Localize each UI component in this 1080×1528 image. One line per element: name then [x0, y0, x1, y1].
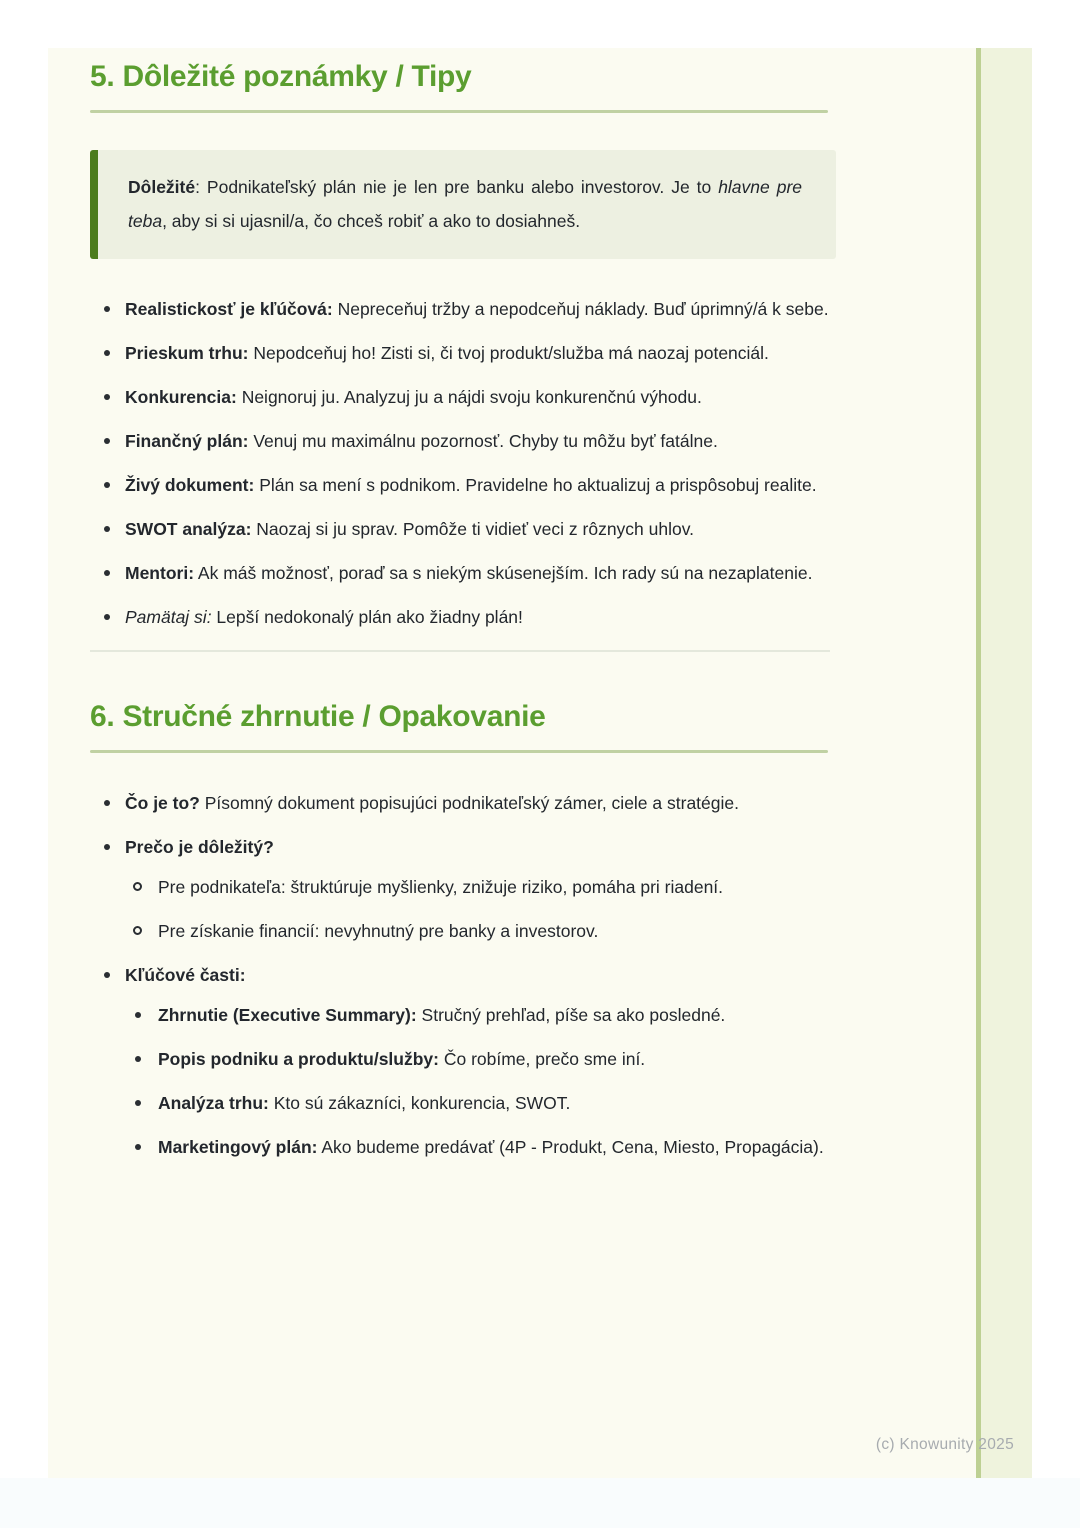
list-item-lead: Mentori: — [125, 563, 195, 583]
list-item — [90, 336, 830, 370]
list-item-text: Lepší nedokonalý plán ako žiadny plán! — [211, 607, 523, 627]
summary-list — [90, 786, 830, 1164]
list-item-lead: Prieskum trhu: — [125, 343, 249, 363]
list-item — [90, 512, 830, 546]
list-item-text: Nepodceňuj ho! Zisti si, či tvoj produkt/služba má naozaj potenciál. — [248, 343, 769, 363]
list-item-text: Neignoruj ju. Analyzuj ju a nájdi svoju konkurenčnú výhodu. — [236, 387, 702, 407]
list-item — [90, 292, 830, 326]
list-item — [90, 556, 830, 590]
list-item — [90, 380, 830, 414]
section-5-title-underline — [90, 110, 828, 113]
sub-list-item — [125, 1130, 830, 1164]
sub-list-item-text: Čo robíme, prečo sme iní. — [438, 1049, 646, 1069]
parts-sub-list — [125, 998, 830, 1164]
section-6-title-underline — [90, 750, 828, 753]
page-content — [90, 48, 830, 1164]
document-page — [48, 48, 976, 1478]
important-callout — [90, 150, 836, 259]
sub-list-item-lead: Popis podniku a produktu/služby: — [158, 1049, 439, 1069]
list-item-lead: SWOT analýza: — [125, 519, 252, 539]
list-item-lead: Čo je to? — [125, 793, 200, 813]
list-item-text: Písomný dokument popisujúci podnikateľský zámer, ciele a stratégie. — [199, 793, 739, 813]
sub-list-item — [125, 914, 830, 948]
list-item-text: Plán sa mení s podnikom. Pravidelne ho aktualizuj a prispôsobuj realite. — [254, 475, 817, 495]
tips-list — [90, 292, 830, 634]
callout-lead: Dôležité — [128, 177, 196, 197]
list-item-text: Naozaj si ju sprav. Pomôže ti vidieť veci z rôznych uhlov. — [251, 519, 695, 539]
sub-list-item — [125, 1042, 830, 1076]
sub-list-item-text: Stručný prehľad, píše sa ako posledné. — [416, 1005, 726, 1025]
callout-italic-text: hlavne pre teba — [128, 177, 803, 231]
list-item-text: Venuj mu maximálnu pozornosť. Chyby tu môžu byť fatálne. — [248, 431, 718, 451]
section-6-title: 6. Stručné zhrnutie / Opakovanie — [90, 700, 546, 733]
list-item — [90, 958, 830, 1164]
list-item-text: Ak máš možnosť, poraď sa s niekým skúsenejším. Ich rady sú na nezaplatenie. — [194, 563, 813, 583]
list-item-lead: Živý dokument: — [125, 475, 255, 495]
footer-copyright: (c) Knowunity 2025 — [875, 1436, 1014, 1453]
sub-list-item-text: Pre získanie financií: nevyhnutný pre banky a investorov. — [158, 921, 599, 941]
sub-list-item-text: Kto sú zákazníci, konkurencia, SWOT. — [268, 1093, 571, 1113]
why-sub-list — [125, 870, 830, 948]
sub-list-item — [125, 1086, 830, 1120]
callout-text-end: , aby si si ujasnil/a, čo chceš robiť a ako to dosiahneš. — [162, 211, 581, 231]
section-divider — [90, 650, 830, 652]
list-item — [90, 600, 830, 634]
list-item-text: Nepreceňuj tržby a nepodceňuj náklady. Buď úprimný/á k sebe. — [332, 299, 829, 319]
sub-list-item-lead: Marketingový plán: — [158, 1137, 318, 1157]
sub-list-item — [125, 870, 830, 904]
list-item-lead-italic: Pamätaj si: — [125, 607, 212, 627]
page-bottom-margin — [0, 1478, 1080, 1528]
list-item — [90, 786, 830, 820]
sub-list-item-text: Ako budeme predávať (4P - Produkt, Cena, Miesto, Propagácia). — [317, 1137, 824, 1157]
page-side-panel — [981, 48, 1032, 1478]
list-item-lead: Kľúčové časti: — [125, 965, 246, 985]
list-item-lead: Prečo je dôležitý? — [125, 837, 274, 857]
list-item — [90, 424, 830, 458]
list-item-lead: Konkurencia: — [125, 387, 237, 407]
callout-text: : Podnikateľský plán nie je len pre banku alebo investorov. Je to — [195, 177, 719, 197]
list-item — [90, 468, 830, 502]
sub-list-item — [125, 998, 830, 1032]
sub-list-item-lead: Analýza trhu: — [158, 1093, 269, 1113]
section-5-title: 5. Dôležité poznámky / Tipy — [90, 60, 472, 93]
list-item-lead: Finančný plán: — [125, 431, 249, 451]
list-item-lead: Realistickosť je kľúčová: — [125, 299, 333, 319]
sub-list-item-text: Pre podnikateľa: štruktúruje myšlienky, znižuje riziko, pomáha pri riadení. — [158, 877, 724, 897]
list-item — [90, 830, 830, 948]
sub-list-item-lead: Zhrnutie (Executive Summary): — [158, 1005, 417, 1025]
